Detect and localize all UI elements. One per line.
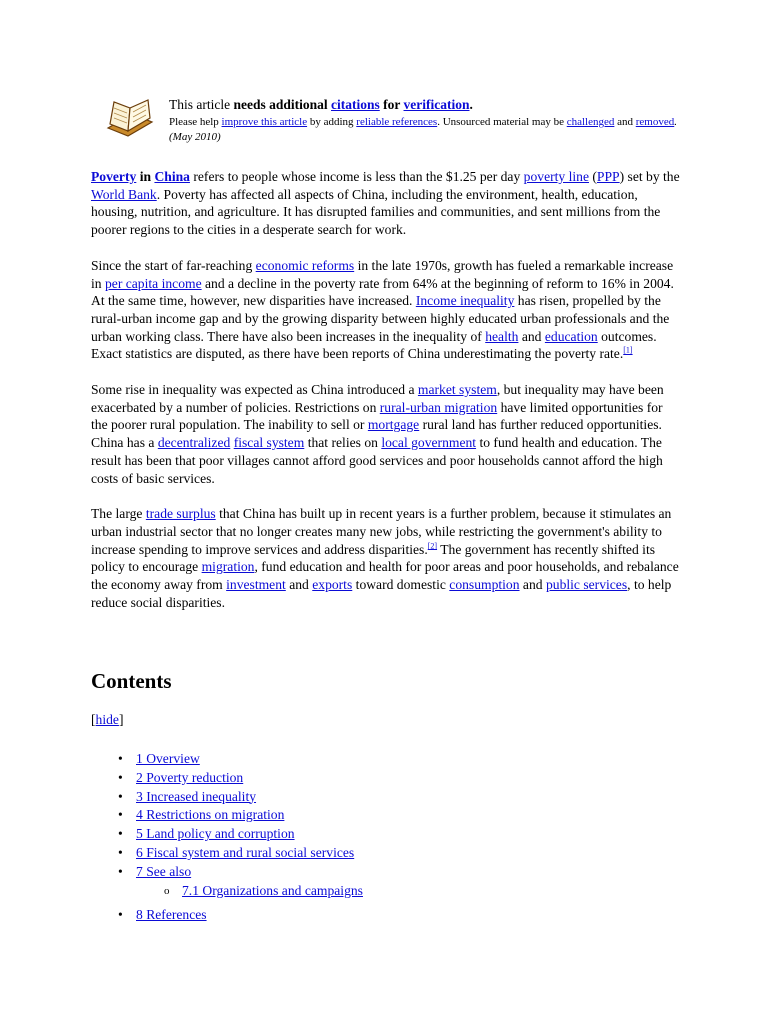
public-services-link[interactable]: public services [545, 577, 628, 593]
toc-item [118, 769, 363, 788]
toc-subitem [164, 882, 363, 901]
text: , fund education and health for poor areas and poor households, and rebalance the economy away from [91, 559, 679, 593]
reference-2-link[interactable]: [2] [427, 541, 438, 551]
economic-reforms-link[interactable]: economic reforms [255, 257, 355, 273]
toc-link-references[interactable]: 8 References [136, 907, 207, 923]
removed-link[interactable]: removed [635, 116, 675, 128]
bracket: [ [91, 712, 96, 727]
text: and [285, 577, 313, 593]
paragraph-intro [91, 168, 681, 239]
text: toward domestic [352, 577, 450, 593]
citations-link[interactable]: citations [331, 97, 380, 112]
toc-item [118, 825, 363, 844]
toc-item [118, 750, 363, 769]
text: in the late 1970s, growth has fueled a remarkable increase in [91, 257, 674, 291]
toc-link-increased-inequality[interactable]: 3 Increased inequality [136, 788, 257, 804]
text: and [519, 577, 546, 593]
market-system-link[interactable]: market system [417, 382, 497, 398]
toc-link-overview[interactable]: 1 Overview [136, 751, 200, 766]
exports-link[interactable]: exports [312, 577, 353, 593]
text: and [518, 328, 545, 344]
text: rural land has further reduced opportunities. China has a [91, 417, 662, 451]
verification-link[interactable]: verification [403, 97, 470, 112]
improve-article-link[interactable]: improve this article [221, 116, 308, 128]
education-link[interactable]: education [544, 328, 598, 344]
notice-text: for [379, 97, 404, 112]
text: has risen, propelled by the rural-urban income gap and by the growing disparity between highly educated urban professionals and the urban working class. There have also been increases in the inequality of [91, 293, 670, 344]
notice-text: by adding [307, 116, 357, 128]
fiscal-system-link[interactable]: fiscal system [233, 435, 305, 451]
text: Since the start of far-reaching [91, 257, 256, 273]
paragraph-trade-surplus [91, 505, 681, 611]
rural-urban-migration-link[interactable]: rural-urban migration [379, 399, 498, 415]
trade-surplus-link[interactable]: trade surplus [145, 506, 216, 522]
toc-link-organizations[interactable]: 7.1 Organizations and campaigns [182, 882, 363, 898]
bracket: ] [118, 712, 124, 727]
toc-toggle [91, 712, 123, 728]
toc-item [118, 844, 363, 863]
contents-heading: Contents [91, 669, 172, 693]
investment-link[interactable]: investment [226, 577, 286, 593]
migration-link[interactable]: migration [201, 559, 255, 575]
income-inequality-link[interactable]: Income inequality [415, 293, 515, 309]
notice-date: . (May 2010) [169, 116, 677, 143]
text: in [136, 169, 155, 184]
mortgage-link[interactable]: mortgage [367, 417, 420, 433]
per-capita-income-link[interactable]: per capita income [104, 275, 202, 291]
book-icon [104, 98, 156, 142]
text: that relies on [304, 435, 382, 451]
poverty-line-link[interactable]: poverty line [523, 169, 589, 184]
toc-item [118, 788, 363, 807]
challenged-link[interactable]: challenged [566, 116, 615, 128]
poverty-link[interactable]: Poverty [91, 169, 137, 184]
notice-text: This article [169, 97, 234, 112]
paragraph-reforms [91, 257, 681, 363]
text: Some rise in inequality was expected as China introduced a [91, 382, 418, 398]
table-of-contents [118, 750, 363, 925]
reference-1-link[interactable]: [1] [623, 345, 633, 355]
text: to fund health and education. The result has been that poor villages cannot afford good services and poor households cannot afford the high costs of basic services. [91, 435, 663, 486]
notice-help [169, 115, 689, 145]
toc-item [118, 806, 363, 825]
notice-text: . Unsourced material may be [437, 116, 567, 128]
toc-link-restrictions-migration[interactable]: 4 Restrictions on migration [136, 807, 285, 823]
toc-link-fiscal-system[interactable]: 6 Fiscal system and rural social services [136, 844, 355, 860]
text: The government has recently shifted its policy to encourage [91, 541, 656, 575]
toc-item [118, 863, 363, 901]
text: have limited opportunities for the poorer rural population. The inability to sell or [91, 399, 663, 433]
text: ( [588, 169, 597, 184]
text: , to help reduce social disparities. [91, 577, 672, 610]
notice-headline [169, 96, 473, 114]
world-bank-link[interactable]: World Bank [91, 186, 157, 202]
article-body [91, 168, 681, 629]
text: The large [91, 506, 146, 522]
notice-text: . [469, 97, 473, 112]
decentralized-link[interactable]: decentralized [157, 435, 231, 451]
china-link[interactable]: China [154, 169, 190, 184]
toc-link-land-policy[interactable]: 5 Land policy and corruption [136, 826, 295, 842]
text: ) set by the [619, 169, 680, 184]
text: . Poverty has affected all aspects of China, including the environment, health, education, housing, nutrition, and agriculture. It has disrupted families and communities, and sent millions from the poorer regions to the cities in a desperate search for work. [91, 186, 661, 238]
notice-bold-text: needs additional [233, 97, 332, 112]
text: refers to people whose income is less than the $1.25 per day [189, 169, 524, 184]
toc-link-poverty-reduction[interactable]: 2 Poverty reduction [136, 769, 244, 785]
toc-link-see-also[interactable]: 7 See also [136, 863, 192, 879]
ppp-link[interactable]: PPP [596, 169, 620, 184]
consumption-link[interactable]: consumption [449, 577, 520, 593]
toc-item [118, 906, 363, 925]
text: outcomes. Exact statistics are disputed, as there have been reports of China underestimating the poverty rate. [91, 328, 657, 362]
text: , but inequality may have been exacerbated by a number of policies. Restrictions on [91, 382, 664, 415]
notice-text: and [614, 116, 636, 128]
paragraph-inequality [91, 381, 681, 487]
reliable-references-link[interactable]: reliable references [356, 116, 438, 128]
hide-toc-link[interactable]: hide [95, 712, 119, 727]
health-link[interactable]: health [485, 328, 519, 344]
local-government-link[interactable]: local government [381, 435, 477, 451]
notice-text: Please help [169, 116, 222, 128]
text: and a decline in the poverty rate from 64% at the beginning of reform to 16% in 2004. At the same time, however, new disparities have increased. [91, 275, 674, 309]
text: that China has built up in recent years is a further problem, because it stimulates an urban industrial sector that no longer creates many new jobs, while restricting the government's ability to increase spending to improve services and address disparities. [91, 506, 672, 557]
